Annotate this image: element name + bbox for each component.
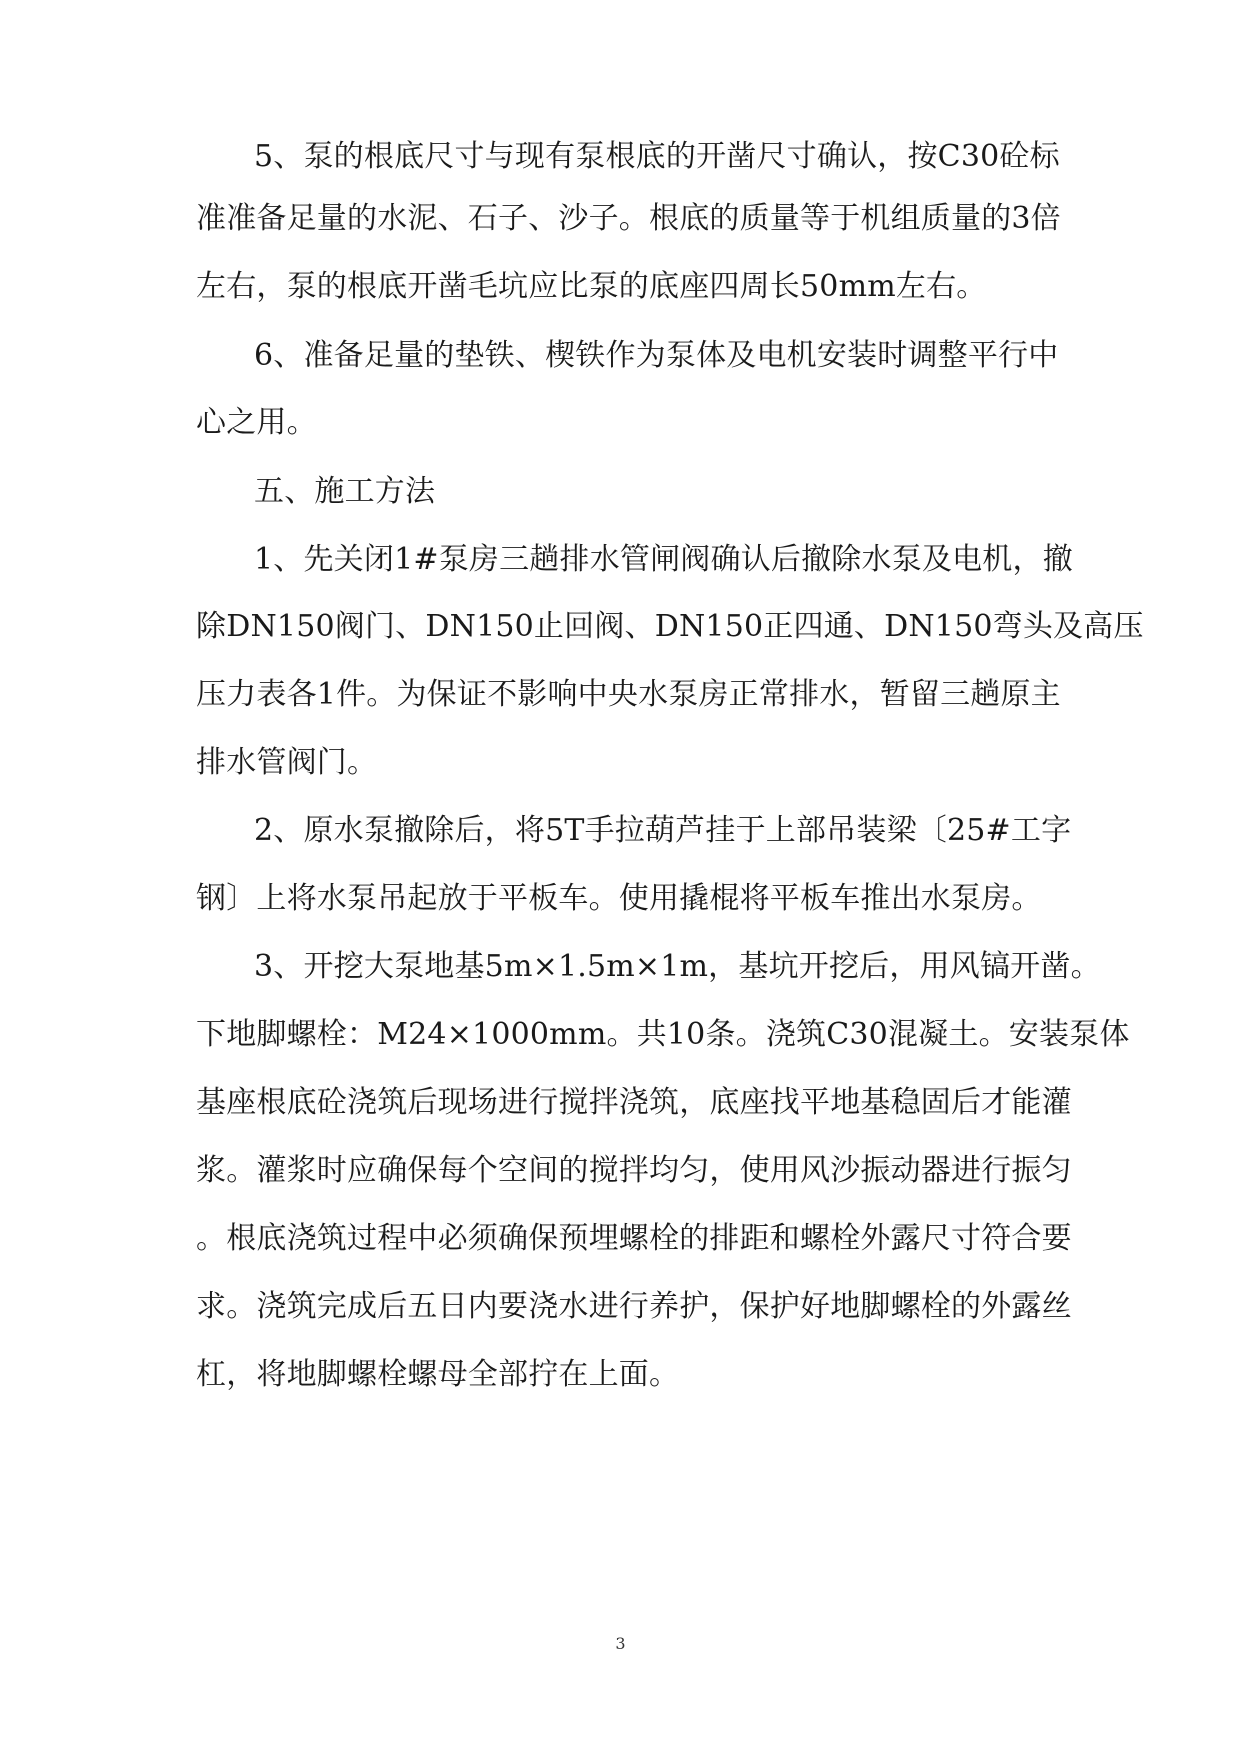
text-line: 除DN150阀门、DN150止回阀、DN150正四通、DN150弯头及高压 <box>196 609 1144 644</box>
text-line: 1、先关闭1#泵房三趟排水管闸阀确认后撤除水泵及电机，撤 <box>254 542 1073 577</box>
page-number: 3 <box>615 1634 626 1653</box>
text-line: 基座根底砼浇筑后现场进行搅拌浇筑，底座找平地基稳固后才能灌 <box>196 1085 1072 1120</box>
text-line: 下地脚螺栓：M24×1000mm。共10条。浇筑C30混凝土。安装泵体 <box>196 1017 1130 1052</box>
text-line: 压力表各1件。为保证不影响中央水泵房正常排水，暂留三趟原主 <box>196 677 1061 712</box>
text-line: 。根底浇筑过程中必须确保预埋螺栓的排距和螺栓外露尺寸符合要 <box>196 1221 1072 1256</box>
text-line: 浆。灌浆时应确保每个空间的搅拌均匀，使用风沙振动器进行振匀 <box>196 1153 1072 1188</box>
text-line: 左右，泵的根底开凿毛坑应比泵的底座四周长50mm左右。 <box>196 269 987 304</box>
text-line: 2、原水泵撤除后，将5T手拉葫芦挂于上部吊装梁〔25#工字 <box>254 813 1072 848</box>
text-line: 钢〕上将水泵吊起放于平板车。使用撬棍将平板车推出水泵房。 <box>196 881 1042 916</box>
text-line: 杠，将地脚螺栓螺母全部拧在上面。 <box>196 1357 680 1392</box>
text-line: 5、泵的根底尺寸与现有泵根底的开凿尺寸确认，按C30砼标 <box>254 139 1060 174</box>
text-line: 排水管阀门。 <box>196 745 378 780</box>
text-line: 3、开挖大泵地基5m×1.5m×1m，基坑开挖后，用风镐开凿。 <box>254 949 1101 984</box>
text-line: 6、准备足量的垫铁、楔铁作为泵体及电机安装时调整平行中 <box>254 338 1059 373</box>
text-line: 准准备足量的水泥、石子、沙子。根底的质量等于机组质量的3倍 <box>196 201 1061 236</box>
section-heading: 五、施工方法 <box>254 474 436 509</box>
text-line: 求。浇筑完成后五日内要浇水进行养护，保护好地脚螺栓的外露丝 <box>196 1289 1072 1324</box>
text-line: 心之用。 <box>196 405 317 440</box>
